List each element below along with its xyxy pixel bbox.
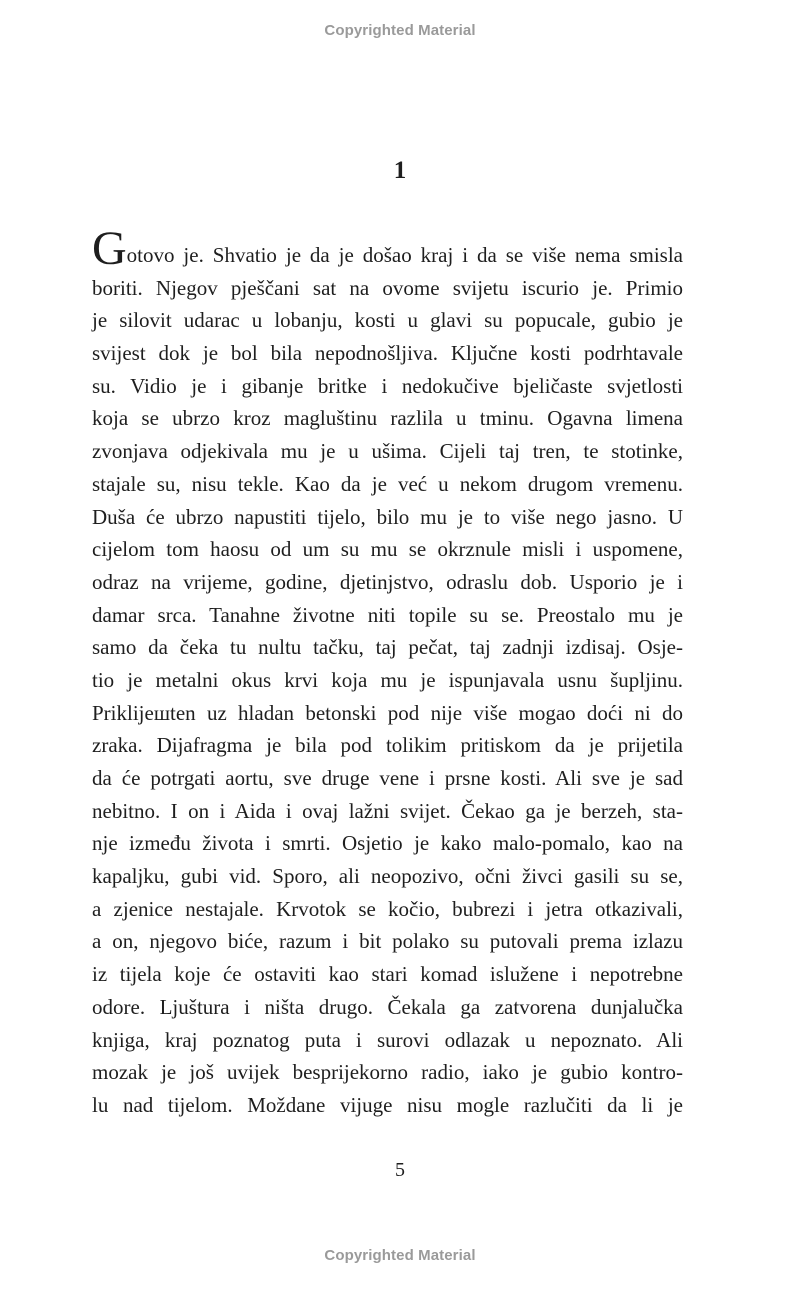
drop-cap: G xyxy=(92,222,127,275)
text-line: a on, njegovo biće, razum i bit polako su putovali prema izlazu xyxy=(92,929,683,954)
text-line: mozak je još uvijek besprijekorno radio, iako je gubio kontro- xyxy=(92,1060,683,1085)
text-line: damar srca. Tanahne životne niti topile su se. Preostalo mu je xyxy=(92,602,683,627)
chapter-body-text xyxy=(92,222,683,1122)
text-line: tio je metalni okus krvi koja mu je ispunjavala usnu šupljinu. xyxy=(92,667,683,692)
text-line: Duša će ubrzo napustiti tijelo, bilo mu je to više nego jasno. U xyxy=(92,504,683,529)
text-line: odore. Ljuštura i ništa drugo. Čekala ga zatvorena dunjalučka xyxy=(92,994,683,1019)
text-line: je silovit udarac u lobanju, kosti u glavi su popucale, gubio je xyxy=(92,308,683,333)
text-line: a zjenice nestajale. Krvotok se kočio, bubrezi i jetra otkazivali, xyxy=(92,896,683,921)
text-line: da će potrgati aortu, sve druge vene i prsne kosti. Ali sve je sad xyxy=(92,766,683,790)
text-line: zvonjava odjekivala mu je u ušima. Cijeli taj tren, te stotinke, xyxy=(92,439,683,464)
text-line: samo da čeka tu nultu tačku, taj pečat, taj zadnji izdisaj. Osje- xyxy=(92,635,683,660)
text-line: iz tijela koje će ostaviti kao stari komad isluženе i nepotrebne xyxy=(92,962,683,987)
text-line: nje između života i smrti. Osjetio je kako malo-pomalo, kao na xyxy=(92,831,683,856)
text-line: stajale su, nisu tekle. Kao da je već u nekom drugom vremenu. xyxy=(92,471,683,496)
text-line: knjiga, kraj poznatog puta i surovi odlazak u nepoznato. Ali xyxy=(92,1027,683,1052)
chapter-number: 1 xyxy=(393,157,407,184)
text-line: svijest dok je bol bila nepodnošljiva. Ključne kosti podrhtavale xyxy=(92,341,683,366)
text-line: boriti. Njegov pješčani sat na ovome svijetu iscurio je. Primio xyxy=(92,275,683,300)
text-line: Priklijешten uz hladan betonski pod nije više mogao doći ni do xyxy=(92,700,683,725)
text-line: nebitno. I on i Aida i ovaj lažni svijet. Čekao ga je berzeh, sta- xyxy=(92,798,683,823)
text-line xyxy=(92,222,683,275)
text-line: zraka. Dijafragma je bila pod tolikim pritiskom da je prijetila xyxy=(92,733,683,758)
text-line: kapaljku, gubi vid. Sporo, ali neopozivo, očni živci gasili su se, xyxy=(92,864,683,889)
copyright-watermark-top: Copyrighted Material xyxy=(324,22,476,39)
text-line: koja se ubrzo kroz magluštinu razlila u tminu. Ogavna limena xyxy=(92,406,683,431)
page-number: 5 xyxy=(395,1159,405,1181)
first-line-text: otovo je. Shvatio je da je došao kraj i da se više nema smisla xyxy=(126,243,683,267)
text-line: cijelom tom haosu od um su mu se okrznule misli i uspomene, xyxy=(92,537,683,562)
text-line: su. Vidio je i gibanje britke i nedokučive bjeličaste svjetlosti xyxy=(92,373,683,398)
copyright-watermark-bottom: Copyrighted Material xyxy=(324,1247,476,1264)
text-line: lu nad tijelom. Moždane vijuge nisu mogle razlučiti da li je xyxy=(92,1092,683,1117)
text-line: odraz na vrijeme, godine, djetinjstvo, odraslu dob. Usporio je i xyxy=(92,569,683,594)
